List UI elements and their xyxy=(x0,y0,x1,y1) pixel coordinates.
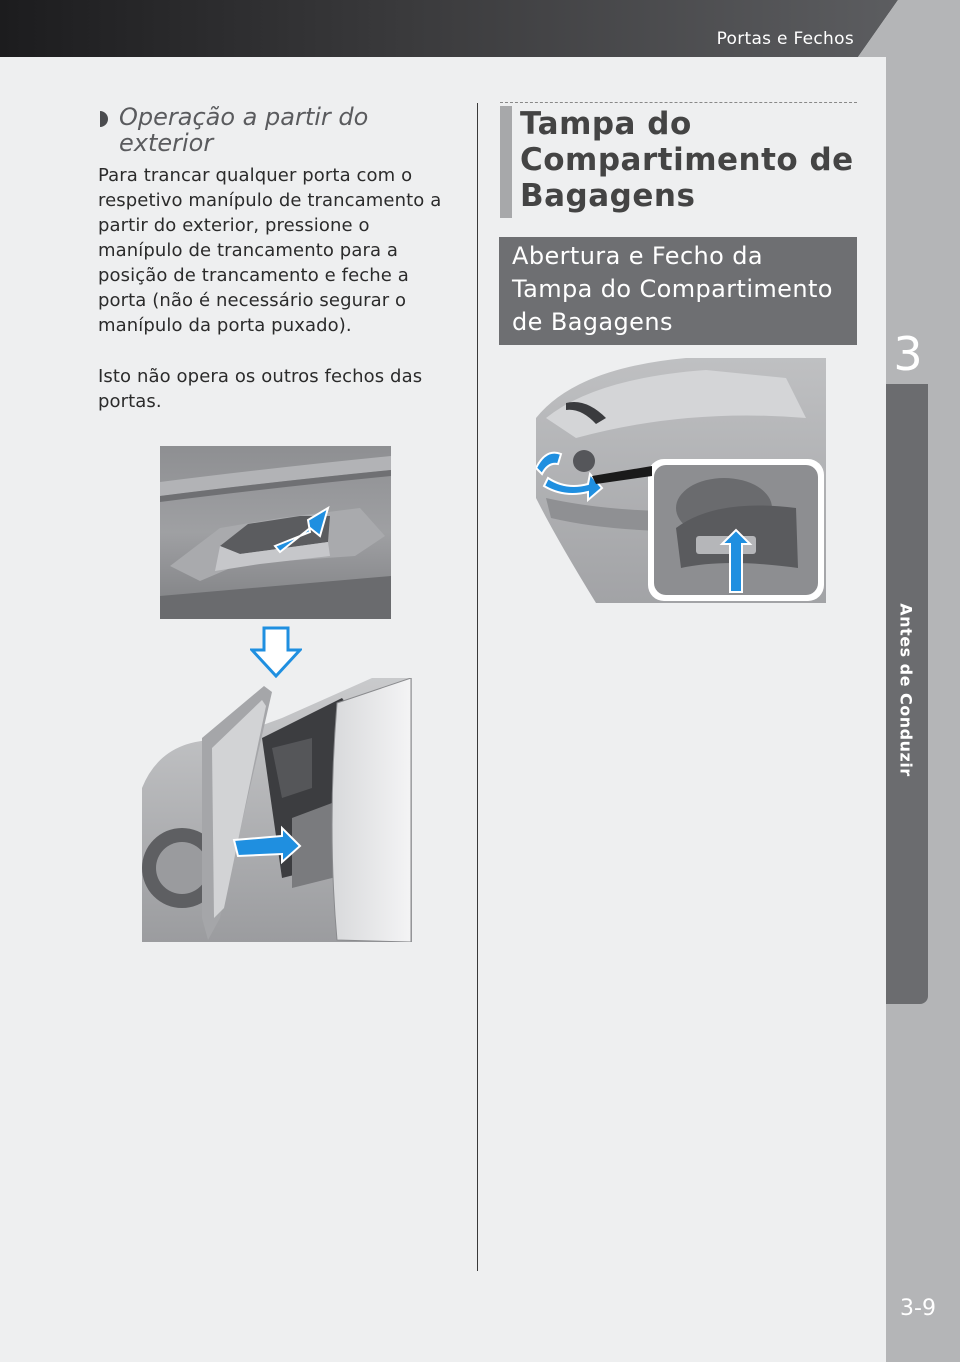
chapter-number: 3 xyxy=(893,327,923,381)
subsection-title: Abertura e Fecho da Tampa do Compartimento de Bagagens xyxy=(512,242,833,336)
section-title-bar xyxy=(500,106,512,218)
section-title-text: Tampa do Compartimento de Bagagens xyxy=(520,106,854,214)
paragraph-lock-instructions: Para trancar qualquer porta com o respetivo manípulo de trancamento a partir do exterior, pressione o manípulo de trancamento para a posição de trancamento e feche a porta (não é necessário segurar o manípulo da porta puxado). xyxy=(98,165,442,336)
closing-door-illustration xyxy=(142,678,412,942)
column-divider xyxy=(477,103,478,1271)
section-title xyxy=(500,106,857,218)
chapter-label: Antes de Conduzir xyxy=(896,603,916,777)
subheading xyxy=(98,104,458,156)
section-top-rule xyxy=(500,102,857,103)
arrow-down-icon xyxy=(250,626,302,678)
header-title: Portas e Fechos xyxy=(716,29,854,49)
paragraph-note: Isto não opera os outros fechos das portas. xyxy=(98,366,423,412)
door-lock-knob-illustration xyxy=(160,446,391,619)
trunk-lid-opener-illustration xyxy=(536,358,826,603)
subheading-text: Operação a partir do exterior xyxy=(119,103,369,157)
page-header xyxy=(0,0,960,57)
subsection-box xyxy=(499,237,857,345)
page-number: 3-9 xyxy=(900,1296,936,1321)
half-circle-bullet-icon xyxy=(98,110,110,128)
